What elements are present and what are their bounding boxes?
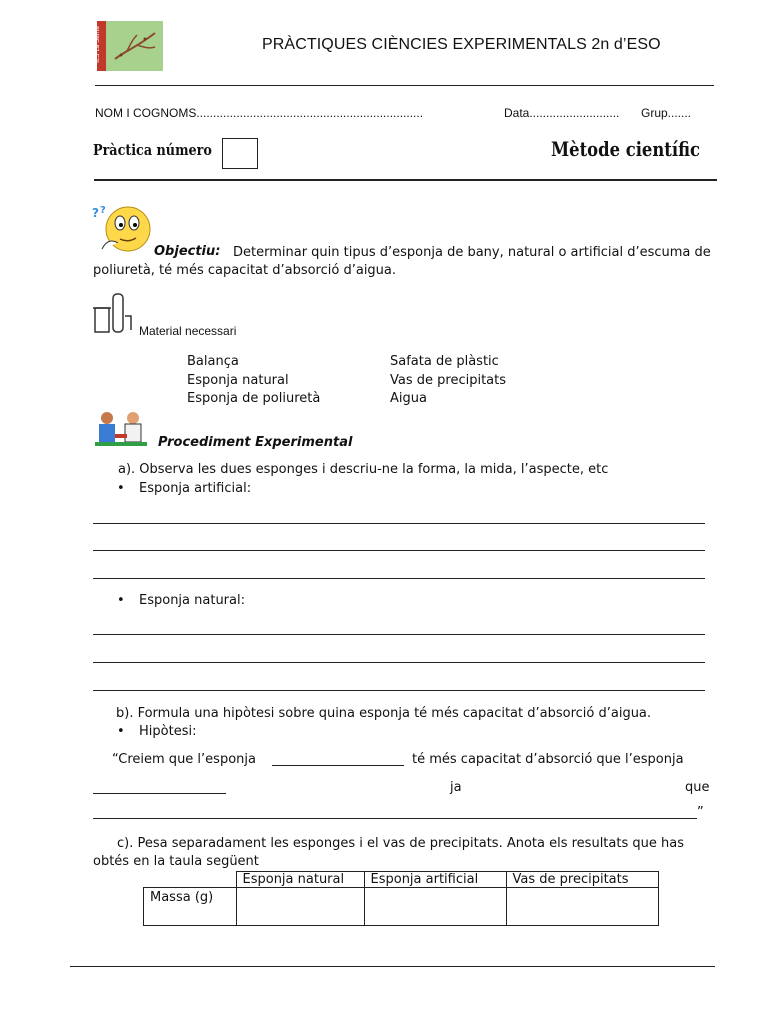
name-field[interactable]: NOM I COGNOMS.................................................................... — [95, 106, 424, 120]
table-header-cell: Esponja natural — [236, 872, 364, 888]
bullet-artificial: Esponja artificial: — [139, 481, 252, 496]
answer-line[interactable] — [93, 523, 705, 524]
hypothesis-text: té més capacitat d’absorció que l’esponja — [412, 752, 684, 767]
method-title: Mètode científic — [551, 137, 701, 161]
table-header-cell — [144, 872, 237, 888]
table-row — [144, 888, 659, 926]
answer-line[interactable] — [93, 550, 705, 551]
step-c: c). Pesa separadament les esponges i el vas de precipitats. Anota els resultats que has — [117, 836, 684, 851]
practica-label: Pràctica número — [93, 141, 212, 159]
footer-divider — [70, 966, 715, 967]
table-cell[interactable] — [506, 888, 658, 926]
bullet-natural: Esponja natural: — [139, 593, 245, 608]
table-header-row — [144, 872, 659, 888]
objective-text-2: poliuretà, té més capacitat d’absorció d’aigua. — [93, 263, 397, 278]
bullet-hypothesis: Hipòtesi: — [139, 724, 197, 739]
answer-line[interactable] — [93, 578, 705, 579]
material-item: Balança — [187, 354, 239, 369]
header-divider — [95, 85, 714, 86]
hypothesis-text: que — [685, 780, 710, 795]
branch-icon — [97, 21, 163, 71]
step-b: b). Formula una hipòtesi sobre quina esponja té més capacitat d’absorció d’aigua. — [116, 706, 652, 721]
practica-number-box[interactable] — [222, 138, 258, 169]
hypothesis-text: ja — [450, 780, 462, 795]
logo-text: IES La Sénia — [93, 26, 101, 63]
thinking-face-icon — [90, 203, 156, 259]
hypothesis-blank[interactable] — [272, 765, 404, 766]
material-item: Aigua — [390, 391, 427, 406]
material-item: Vas de precipitats — [390, 373, 507, 388]
bullet-icon: • — [117, 593, 125, 608]
svg-text:?: ? — [100, 205, 106, 216]
row-label: Massa (g) — [144, 888, 237, 926]
answer-line[interactable] — [93, 634, 705, 635]
material-item: Safata de plàstic — [390, 354, 499, 369]
scientists-icon — [93, 408, 151, 448]
answer-line[interactable] — [93, 690, 705, 691]
procedure-label: Procediment Experimental — [158, 435, 353, 450]
material-item: Esponja natural — [187, 373, 289, 388]
page-title: PRÀCTIQUES CIÈNCIES EXPERIMENTALS 2n d’ESO — [262, 36, 661, 53]
table-cell[interactable] — [364, 888, 506, 926]
bullet-icon: • — [117, 724, 125, 739]
results-table — [143, 871, 659, 926]
svg-text:?: ? — [92, 206, 99, 220]
answer-line[interactable] — [93, 662, 705, 663]
material-item: Esponja de poliuretà — [187, 391, 321, 406]
school-logo — [93, 21, 163, 71]
group-field[interactable]: Grup....... — [641, 106, 692, 120]
date-field[interactable]: Data........................... — [504, 106, 620, 120]
hypothesis-close: ” — [697, 805, 704, 820]
table-header-cell: Vas de precipitats — [506, 872, 658, 888]
hypothesis-blank[interactable] — [93, 793, 226, 794]
table-header-cell: Esponja artificial — [364, 872, 506, 888]
step-c: obtés en la taula següent — [93, 854, 259, 869]
step-a: a). Observa les dues esponges i descriu-ne la forma, la mida, l’aspecte, etc — [118, 462, 609, 477]
title-divider — [94, 179, 717, 181]
hypothesis-blank[interactable] — [93, 818, 697, 819]
objective-text-1: Determinar quin tipus d’esponja de bany, natural o artificial d’escuma de — [233, 245, 711, 260]
hypothesis-text: “Creiem que l’esponja — [112, 752, 256, 767]
material-label: Material necessari — [139, 324, 237, 338]
bullet-icon: • — [117, 481, 125, 496]
lab-glassware-icon — [91, 292, 135, 336]
table-cell[interactable] — [236, 888, 364, 926]
objective-label: Objectiu: — [154, 244, 221, 259]
